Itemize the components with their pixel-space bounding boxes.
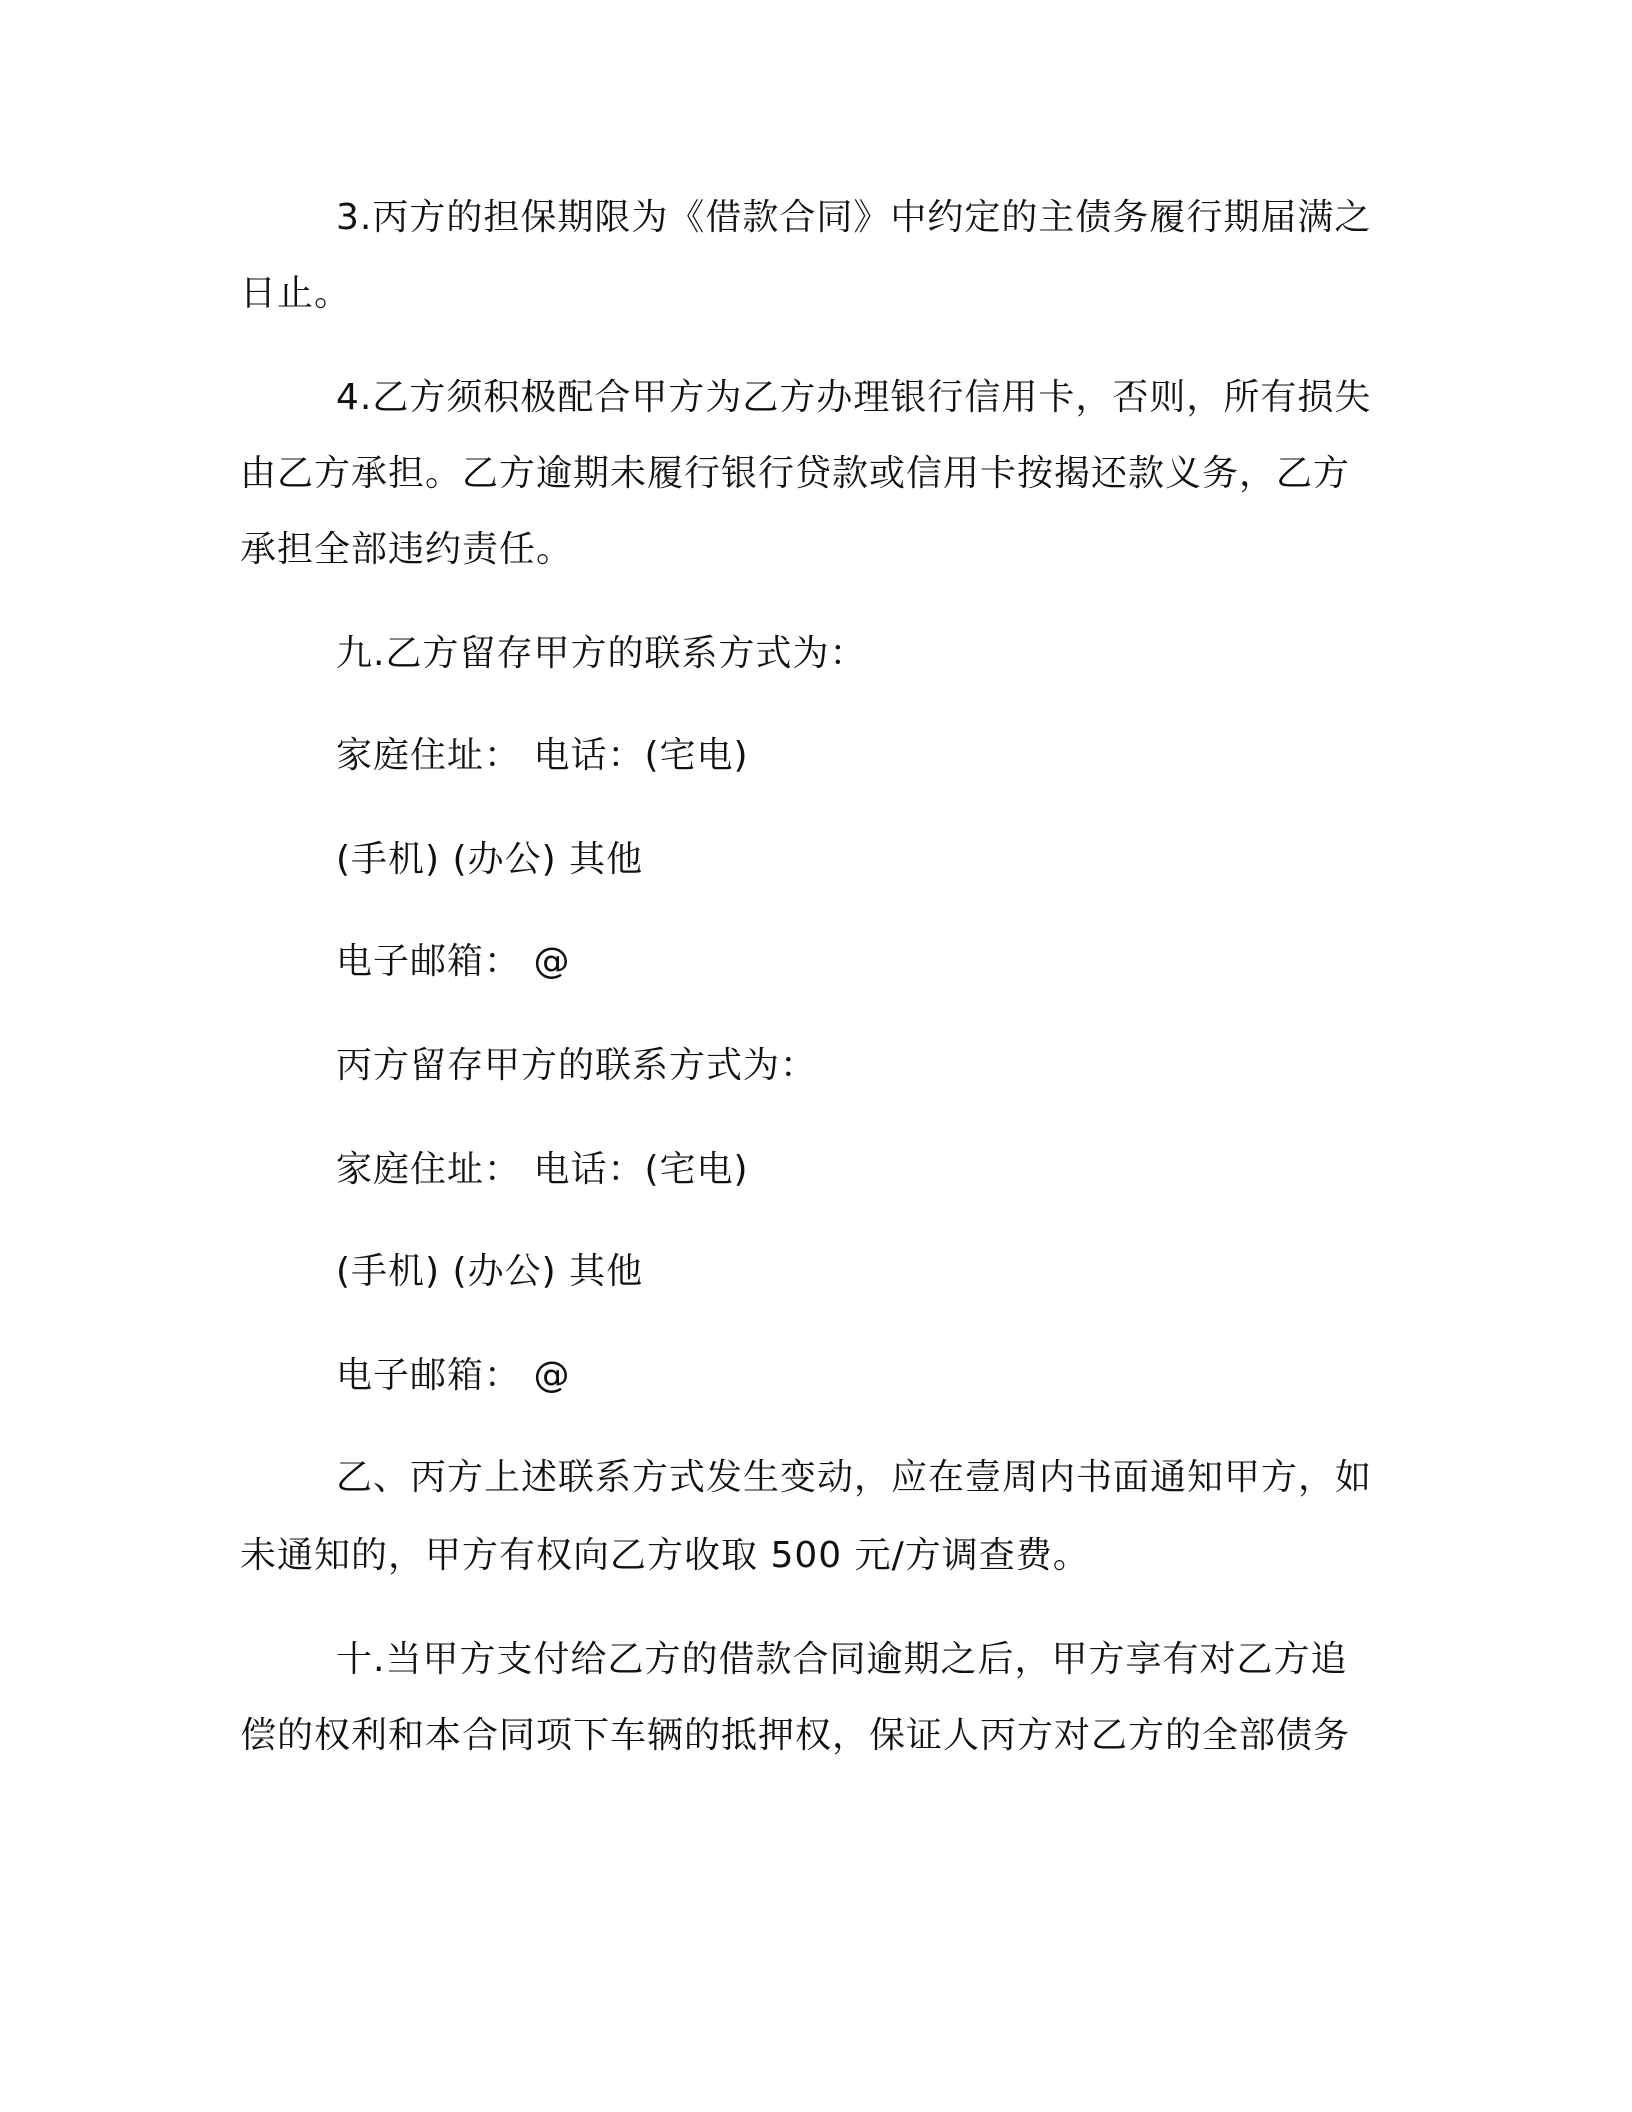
party-b-mobile-office-other: (手机) (办公) 其他: [336, 839, 644, 880]
section-10-line-2: 偿的权利和本合同项下车辆的抵押权，保证人丙方对乙方的全部债务: [240, 1715, 1351, 1756]
change-notice-line-2: 未通知的，甲方有权向乙方收取 500 元/方调查费。: [240, 1535, 1090, 1576]
party-b-email: 电子邮箱： @: [336, 941, 571, 982]
clause-4-line-2: 由乙方承担。乙方逾期未履行银行贷款或信用卡按揭还款义务，乙方: [240, 453, 1351, 494]
party-c-heading: 丙方留存甲方的联系方式为：: [336, 1045, 818, 1086]
change-notice-line-1: 乙、丙方上述联系方式发生变动，应在壹周内书面通知甲方，如: [336, 1457, 1373, 1498]
section-10-line-1: 十.当甲方支付给乙方的借款合同逾期之后，甲方享有对乙方追: [336, 1639, 1348, 1680]
clause-4-line-1: 4.乙方须积极配合甲方为乙方办理银行信用卡，否则，所有损失: [336, 377, 1372, 418]
section-9-heading: 九.乙方留存甲方的联系方式为：: [336, 633, 867, 674]
party-c-mobile-office-other: (手机) (办公) 其他: [336, 1251, 644, 1292]
clause-4-line-3: 承担全部违约责任。: [240, 529, 574, 570]
clause-3-line-2: 日止。: [240, 273, 352, 314]
clause-3-line-1: 3.丙方的担保期限为《借款合同》中约定的主债务履行期届满之: [336, 197, 1372, 238]
party-b-address-phone: 家庭住址： 电话：(宅电): [336, 735, 749, 776]
party-c-address-phone: 家庭住址： 电话：(宅电): [336, 1149, 749, 1190]
party-c-email: 电子邮箱： @: [336, 1355, 571, 1396]
